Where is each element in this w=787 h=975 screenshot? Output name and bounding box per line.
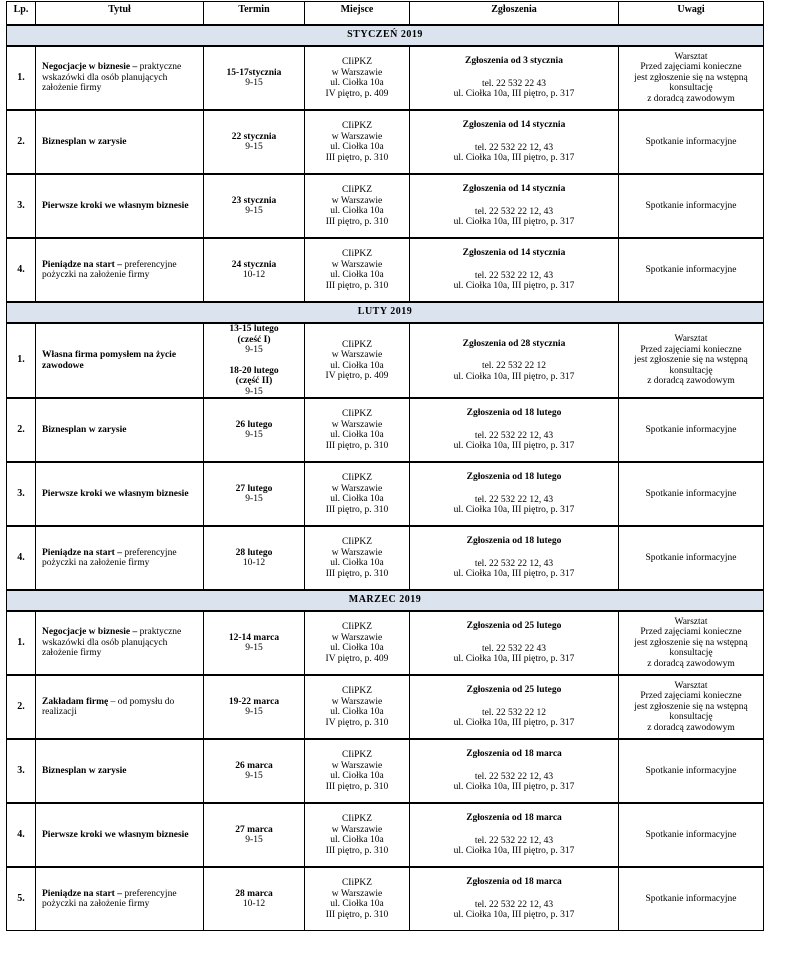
month-name: STYCZEŃ 2019 [7,25,764,46]
place-line: III piętro, p. 310 [325,216,389,227]
notes-line: konsultację [669,83,713,94]
place-line: CIiPKZ [341,185,373,195]
notes-line: Spotkanie informacyjne [645,424,737,435]
event-registration [410,803,619,867]
event-notes [619,174,764,238]
registration-address: ul. Ciołka 10a, III piętro, p. 317 [453,846,575,857]
event-notes [619,46,764,110]
month-header-row [7,302,764,323]
event-registration [410,675,619,739]
row-number: 1. [7,46,36,110]
place-line: CIiPKZ [341,339,373,350]
event-registration [410,174,619,238]
table-row [7,867,764,931]
registration-address: ul. Ciołka 10a, III piętro, p. 317 [453,718,575,729]
event-notes [619,739,764,803]
event-place [305,46,410,110]
event-term [204,398,305,462]
row-number: 3. [7,174,36,238]
event-term [204,323,305,398]
place-line: w Warszawie [331,419,383,430]
notes-line: Przed zajęciami konieczne [640,627,742,638]
place-line: III piętro, p. 310 [325,781,389,792]
notes-line: Spotkanie informacyjne [645,136,737,147]
row-number: 5. [7,867,36,931]
notes-line: Przed zajęciami konieczne [640,691,742,702]
table-row [7,803,764,867]
event-place [305,174,410,238]
event-title [36,867,204,931]
event-registration [410,867,619,931]
table-row [7,526,764,590]
place-line: ul. Ciołka 10a [330,78,384,88]
term-date: 28 lutego [235,547,273,558]
event-title-sub: – od pomysłu do realizacji [42,696,175,717]
notes-line: konsultację [669,365,713,376]
event-title [36,323,204,398]
notes-line: Warsztat [674,680,708,691]
term-time: 9-15 [245,835,263,845]
registration-address: ul. Ciołka 10a, III piętro, p. 317 [453,89,575,100]
event-title-main: Pieniądze na start – [42,259,122,270]
row-number: 4. [7,238,36,302]
term-time: 9-15 [245,142,263,152]
place-line: III piętro, p. 310 [325,845,389,856]
term-gap [207,356,301,366]
event-title-main: Pierwsze kroki we własnym biznesie [42,829,189,840]
event-title-main: Negocjacje w biznesie – [42,627,138,638]
event-title [36,238,204,302]
place-line: III piętro, p. 310 [325,440,389,451]
place-line: CIiPKZ [341,121,373,131]
row-number: 2. [7,398,36,462]
registration-address: ul. Ciołka 10a, III piętro, p. 317 [453,569,575,580]
term-date: 27 lutego [235,483,273,494]
term-time-2: 9-15 [245,386,263,397]
event-registration [410,46,619,110]
notes-line: jest zgłoszenie się na wstępną [634,355,748,366]
schedule-document [6,1,763,931]
place-line: w Warszawie [331,131,383,142]
event-registration [410,462,619,526]
month-header-row [7,25,764,46]
row-number: 3. [7,462,36,526]
table-body [7,25,764,931]
place-line: w Warszawie [331,67,383,78]
event-place [305,526,410,590]
registration-phone: tel. 22 532 22 12, 43 [474,270,554,281]
event-title [36,174,204,238]
term-date: 28 marca [235,888,273,899]
month-name: MARZEC 2019 [7,590,764,611]
event-term [204,739,305,803]
registration-start: Zgłoszenia od 18 lutego [466,408,562,419]
registration-address: ul. Ciołka 10a, III piętro, p. 317 [453,910,575,921]
event-title-main: Własna firma pomysłem na życie zawodowe [42,350,177,371]
term-date-2: 18-20 lutego [229,365,279,376]
registration-start: Zgłoszenia od 18 marca [466,877,562,888]
notes-line: Spotkanie informacyjne [645,200,737,211]
event-term [204,46,305,110]
row-number: 4. [7,526,36,590]
place-line: ul. Ciołka 10a [330,360,384,371]
table-header-row [7,2,764,26]
event-notes [619,398,764,462]
registration-start: Zgłoszenia od 28 stycznia [462,338,566,349]
registration-start: Zgłoszenia od 18 lutego [466,536,562,547]
place-line: III piętro, p. 310 [325,152,389,163]
table-row [7,46,764,110]
event-title-sub: preferencyjne pożyczki na założenie firmy [42,888,177,909]
event-place [305,110,410,174]
notes-line: z doradcą zawodowym [647,722,735,733]
place-line: III piętro, p. 310 [325,280,389,291]
term-time: 9-15 [245,643,263,653]
registration-start: Zgłoszenia od 18 marca [466,813,562,824]
notes-line: Spotkanie informacyjne [645,488,737,499]
registration-phone: tel. 22 532 22 43 [481,643,547,654]
table-row [7,323,764,398]
notes-line: Spotkanie informacyjne [645,552,737,563]
place-line: IV piętro, p. 409 [325,371,389,381]
notes-line: z doradcą zawodowym [647,658,735,669]
term-date: 26 marca [235,760,273,771]
term-date: 22 stycznia [231,131,277,142]
registration-start: Zgłoszenia od 25 lutego [466,621,562,632]
event-notes [619,526,764,590]
place-line: CIiPKZ [341,473,373,483]
registration-phone: tel. 22 532 22 43 [481,78,547,89]
event-title-main: Pierwsze kroki we własnym biznesie [42,488,189,499]
event-term [204,526,305,590]
event-title-main: Pieniądze na start – [42,888,122,899]
term-time: 9-15 [245,78,263,88]
registration-phone: tel. 22 532 22 12, 43 [474,206,554,217]
event-term [204,110,305,174]
term-date: 27 marca [235,824,273,835]
term-date: 12-14 marca [228,632,280,643]
event-title [36,46,204,110]
term-part: (cześć I) [237,334,271,345]
event-title-sub: praktyczne wskazówki dla osób planujących założenie firmy [42,62,182,94]
event-title [36,110,204,174]
place-line: III piętro, p. 310 [325,504,389,515]
term-date: 15-17stycznia [226,67,282,78]
term-date: 13-15 lutego [229,324,279,334]
term-time: 10-12 [242,899,266,909]
event-registration [410,611,619,675]
table-row [7,238,764,302]
event-place [305,611,410,675]
registration-phone: tel. 22 532 22 12, 43 [474,430,554,441]
registration-address: ul. Ciołka 10a, III piętro, p. 317 [453,153,575,164]
event-notes [619,323,764,398]
place-line: CIiPKZ [341,686,373,696]
event-notes [619,675,764,739]
notes-line: Przed zajęciami konieczne [640,344,742,355]
registration-phone: tel. 22 532 22 12, 43 [474,771,554,782]
registration-start: Zgłoszenia od 25 lutego [466,685,562,696]
table-row [7,110,764,174]
notes-line: Spotkanie informacyjne [645,829,737,840]
table-row [7,398,764,462]
event-title-main: Biznesplan w zarysie [42,136,127,147]
place-line: w Warszawie [331,888,383,899]
registration-address: ul. Ciołka 10a, III piętro, p. 317 [453,371,575,382]
term-date: 24 stycznia [231,259,277,270]
place-line: w Warszawie [331,547,383,558]
place-line: w Warszawie [331,350,383,360]
notes-line: Warsztat [674,616,708,627]
registration-phone: tel. 22 532 22 12, 43 [474,494,554,505]
place-line: ul. Ciołka 10a [330,142,384,152]
term-time: 10-12 [242,558,266,568]
event-term [204,238,305,302]
place-line: ul. Ciołka 10a [330,643,384,653]
term-date: 19-22 marca [228,696,280,707]
event-term [204,803,305,867]
term-time: 9-15 [245,430,263,440]
header-term: Termin [204,2,305,26]
event-title-main: Pierwsze kroki we własnym biznesie [42,200,189,211]
event-registration [410,739,619,803]
event-title-main: Pieniądze na start – [42,547,122,558]
registration-phone: tel. 22 532 22 12, 43 [474,835,554,846]
term-time: 9-15 [245,771,263,781]
registration-start: Zgłoszenia od 14 stycznia [462,184,566,195]
header-notes: Uwagi [619,2,764,26]
registration-phone: tel. 22 532 22 12, 43 [474,558,554,569]
place-line: ul. Ciołka 10a [330,270,384,280]
place-line: w Warszawie [331,259,383,270]
registration-address: ul. Ciołka 10a, III piętro, p. 317 [453,281,575,292]
registration-phone: tel. 22 532 22 12 [481,361,547,372]
event-term [204,867,305,931]
place-line: ul. Ciołka 10a [330,430,384,440]
row-number: 2. [7,675,36,739]
place-line: ul. Ciołka 10a [330,707,384,717]
header-title: Tytuł [36,2,204,26]
registration-start: Zgłoszenia od 18 lutego [466,472,562,483]
event-place [305,675,410,739]
event-place [305,867,410,931]
registration-start: Zgłoszenia od 14 stycznia [462,120,566,131]
event-notes [619,462,764,526]
notes-line: Warsztat [674,51,708,62]
place-line: ul. Ciołka 10a [330,835,384,845]
month-name: LUTY 2019 [7,302,764,323]
registration-address: ul. Ciołka 10a, III piętro, p. 317 [453,505,575,516]
event-notes [619,803,764,867]
notes-line: konsultację [669,712,713,723]
place-line: IV piętro, p. 409 [325,88,389,99]
term-time: 9-15 [245,707,263,717]
place-line: ul. Ciołka 10a [330,494,384,504]
notes-line: Przed zajęciami konieczne [640,62,742,73]
place-line: ul. Ciołka 10a [330,558,384,568]
registration-phone: tel. 22 532 22 12, 43 [474,899,554,910]
registration-start: Zgłoszenia od 3 stycznia [465,56,563,67]
term-part-2: (część II) [235,376,273,386]
event-registration [410,323,619,398]
header-place: Miejsce [305,2,410,26]
term-date: 23 stycznia [231,195,277,206]
registration-start: Zgłoszenia od 18 marca [466,749,562,760]
event-place [305,739,410,803]
place-line: IV piętro, p. 310 [325,717,389,728]
notes-line: jest zgłoszenie się na wstępną [634,637,748,648]
event-notes [619,611,764,675]
event-term [204,675,305,739]
term-time: 9-15 [245,206,263,216]
registration-address: ul. Ciołka 10a, III piętro, p. 317 [453,217,575,228]
event-registration [410,110,619,174]
event-title [36,611,204,675]
event-title [36,398,204,462]
term-time: 9-15 [245,494,263,504]
place-line: CIiPKZ [341,537,373,547]
event-place [305,803,410,867]
event-notes [619,238,764,302]
table-row [7,462,764,526]
place-line: CIiPKZ [341,878,373,888]
row-number: 3. [7,739,36,803]
registration-phone: tel. 22 532 22 12 [481,707,547,718]
header-lp: Lp. [7,2,36,26]
event-title [36,462,204,526]
event-registration [410,238,619,302]
registration-address: ul. Ciołka 10a, III piętro, p. 317 [453,441,575,452]
event-term [204,462,305,526]
event-title-sub: preferencyjne pożyczki na założenie firmy [42,547,177,568]
notes-line: Spotkanie informacyjne [645,893,737,904]
event-term [204,174,305,238]
event-registration [410,526,619,590]
event-term [204,611,305,675]
event-title [36,526,204,590]
event-place [305,462,410,526]
event-title-main: Biznesplan w zarysie [42,424,127,435]
header-registration: Zgłoszenia [410,2,619,26]
place-line: w Warszawie [331,696,383,707]
event-registration [410,398,619,462]
place-line: ul. Ciołka 10a [330,771,384,781]
place-line: ul. Ciołka 10a [330,206,384,216]
place-line: ul. Ciołka 10a [330,899,384,909]
event-place [305,323,410,398]
notes-line: Warsztat [674,334,708,345]
registration-address: ul. Ciołka 10a, III piętro, p. 317 [453,782,575,793]
place-line: CIiPKZ [341,249,373,259]
row-number: 4. [7,803,36,867]
place-line: CIiPKZ [341,814,373,824]
table-row [7,611,764,675]
notes-line: jest zgłoszenie się na wstępną [634,72,748,83]
notes-line: konsultację [669,648,713,659]
event-title [36,803,204,867]
place-line: CIiPKZ [341,409,373,419]
event-title [36,675,204,739]
table-row [7,174,764,238]
event-title [36,739,204,803]
term-date: 26 lutego [235,419,273,430]
table-row [7,739,764,803]
notes-line: Spotkanie informacyjne [645,765,737,776]
place-line: w Warszawie [331,632,383,643]
event-title-main: Negocjacje w biznesie – [42,62,138,73]
month-header-row [7,590,764,611]
registration-start: Zgłoszenia od 14 stycznia [462,248,566,259]
place-line: w Warszawie [331,824,383,835]
term-time: 10-12 [242,270,266,280]
place-line: w Warszawie [331,483,383,494]
place-line: III piętro, p. 310 [325,568,389,579]
notes-line: z doradcą zawodowym [647,93,735,104]
registration-phone: tel. 22 532 22 12, 43 [474,142,554,153]
term-time: 9-15 [245,345,263,355]
place-line: w Warszawie [331,195,383,206]
event-place [305,398,410,462]
place-line: w Warszawie [331,760,383,771]
event-place [305,238,410,302]
event-title-main: Zakładam firmę [42,696,109,707]
place-line: III piętro, p. 310 [325,909,389,920]
table-row [7,675,764,739]
notes-line: z doradcą zawodowym [647,376,735,387]
event-notes [619,867,764,931]
row-number: 1. [7,323,36,398]
event-notes [619,110,764,174]
notes-line: jest zgłoszenie się na wstępną [634,701,748,712]
registration-address: ul. Ciołka 10a, III piętro, p. 317 [453,654,575,665]
place-line: CIiPKZ [341,57,373,67]
place-line: CIiPKZ [341,750,373,760]
place-line: CIiPKZ [341,622,373,632]
row-number: 1. [7,611,36,675]
notes-line: Spotkanie informacyjne [645,264,737,275]
event-title-sub: preferencyjne pożyczki na założenie firmy [42,259,177,280]
schedule-table [6,1,764,931]
place-line: IV piętro, p. 409 [325,653,389,664]
event-title-sub: praktyczne wskazówki dla osób planujących założenie firmy [42,627,182,659]
event-title-main: Biznesplan w zarysie [42,765,127,776]
row-number: 2. [7,110,36,174]
